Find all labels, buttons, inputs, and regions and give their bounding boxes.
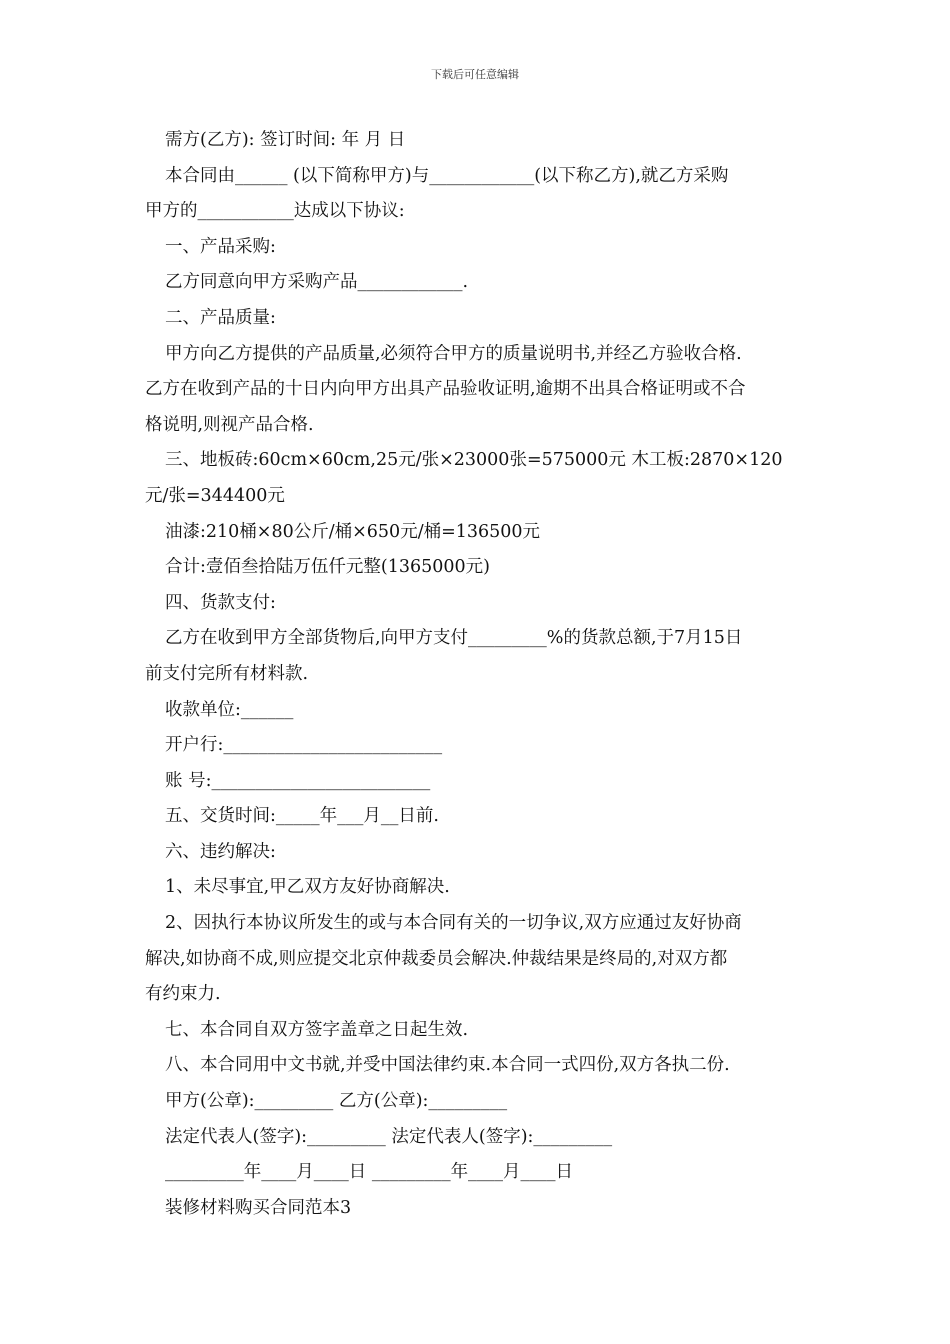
text-line: 一、产品采购: (165, 236, 276, 257)
text-line: 二、产品质量: (165, 307, 276, 328)
text-line: 八、本合同用中文书就,并受中国法律约束.本合同一式四份,双方各执二份. (165, 1055, 730, 1076)
text-line: 乙方在收到甲方全部货物后,向甲方支付_________%的货款总额,于7月15日 (165, 628, 743, 649)
document-body (145, 123, 810, 1226)
text-line: 前支付完所有材料款. (145, 663, 309, 684)
text-line: 2、因执行本协议所发生的或与本合同有关的一切争议,双方应通过友好协商 (165, 913, 742, 934)
page-header: 下载后可任意编辑 (431, 68, 519, 81)
text-line: 三、地板砖:60cm×60cm,25元/张×23000张=575000元 木工板:2870×120 (165, 450, 783, 471)
text-line: 五、交货时间:_____年___月__日前. (165, 806, 439, 827)
text-line: 1、未尽事宜,甲乙双方友好协商解决. (165, 877, 450, 898)
text-line: 解决,如协商不成,则应提交北京仲裁委员会解决.仲裁结果是终局的,对双方都 (145, 948, 728, 969)
text-line: 本合同由______ (以下简称甲方)与____________(以下称乙方),就乙方采购 (165, 165, 729, 186)
text-line: 乙方在收到产品的十日内向甲方出具产品验收证明,逾期不出具合格证明或不合 (145, 379, 746, 400)
text-line: 元/张=344400元 (145, 485, 285, 506)
text-line: 六、违约解决: (165, 841, 276, 862)
text-line: 法定代表人(签字):_________ 法定代表人(签字):_________ (165, 1126, 613, 1147)
text-line: 油漆:210桶×80公斤/桶×650元/桶=136500元 (165, 521, 541, 542)
text-line: 装修材料购买合同范本3 (165, 1197, 352, 1218)
text-line: 合计:壹佰叁拾陆万伍仟元整(1365000元) (165, 557, 490, 578)
text-line: 七、本合同自双方签字盖章之日起生效. (165, 1019, 469, 1040)
text-line: 甲方向乙方提供的产品质量,必须符合甲方的质量说明书,并经乙方验收合格. (165, 343, 742, 364)
text-line: 甲方(公章):_________ 乙方(公章):_________ (165, 1091, 508, 1112)
text-line: 需方(乙方): 签订时间: 年 月 日 (165, 130, 406, 150)
text-line: _________年____月____日 _________年____月____日 (165, 1162, 574, 1183)
text-line: 开户行:_________________________ (165, 735, 443, 756)
text-line: 四、货款支付: (165, 592, 276, 613)
text-line: 有约束力. (145, 984, 221, 1005)
text-line: 账 号:_________________________ (165, 770, 431, 791)
text-line: 格说明,则视产品合格. (145, 414, 314, 435)
text-line: 甲方的___________达成以下协议: (145, 201, 405, 222)
text-line: 乙方同意向甲方采购产品____________. (165, 272, 469, 293)
text-line: 收款单位:______ (165, 699, 294, 720)
